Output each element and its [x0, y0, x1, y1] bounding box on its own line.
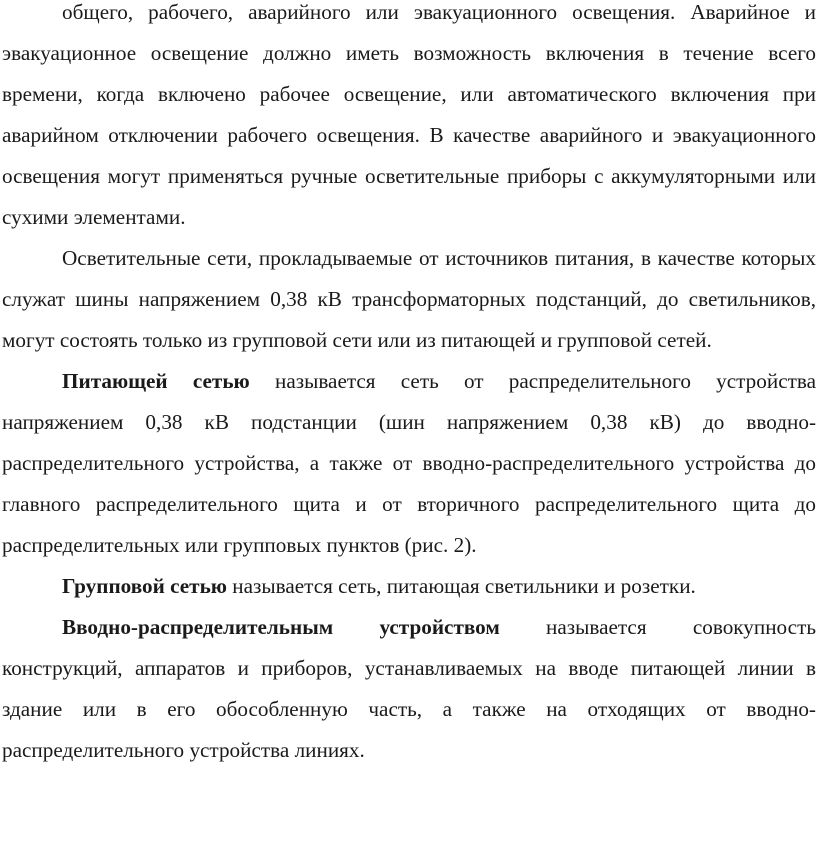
term-group-network: Групповой сетью [62, 574, 227, 598]
paragraph-lighting-types [2, 0, 816, 238]
paragraph-lighting-networks [2, 238, 816, 361]
paragraph-supply-network-definition [2, 361, 816, 566]
paragraph-group-network-definition [2, 566, 816, 607]
paragraph-input-distribution-device-definition [2, 607, 816, 771]
term-input-distribution-device: Вводно-распределительным устройством [62, 615, 500, 639]
document-page [2, 0, 816, 771]
paragraph-text: Осветительные сети, прокладываемые от источников питания, в качестве которых служат шины напряжением 0,38 кВ трансформаторных подстанций, до светильников, могут состоять только из групповой сети или из питающей и групповой сетей. [2, 246, 816, 352]
paragraph-text: называется совокупность конструкций, аппаратов и приборов, устанавливаемых на вводе питающей линии в здание или в его обособленную часть, а также на отходящих от вводно-распределительного устройства линиях. [2, 615, 816, 762]
term-supply-network: Питающей сетью [62, 369, 250, 393]
paragraph-text: общего, рабочего, аварийного или эвакуационного освещения. Аварийное и эвакуационное освещение должно иметь возможность включения в течение всего времени, когда включено рабочее освещение, или автоматического включения при аварийном отключении рабочего освещения. В качестве аварийного и эвакуационного освещения могут применяться ручные осветительные приборы с аккумуляторными или сухими элементами. [2, 0, 816, 229]
paragraph-text: называется сеть, питающая светильники и розетки. [227, 574, 696, 598]
paragraph-text: называется сеть от распределительного устройства напряжением 0,38 кВ подстанции (шин напряжением 0,38 кВ) до вводно-распределительного устройства, а также от вводно-распределительного устройства до главного распределительного щита и от вторичного распределительного щита до распределительных или групповых пунктов (рис. 2). [2, 369, 816, 557]
